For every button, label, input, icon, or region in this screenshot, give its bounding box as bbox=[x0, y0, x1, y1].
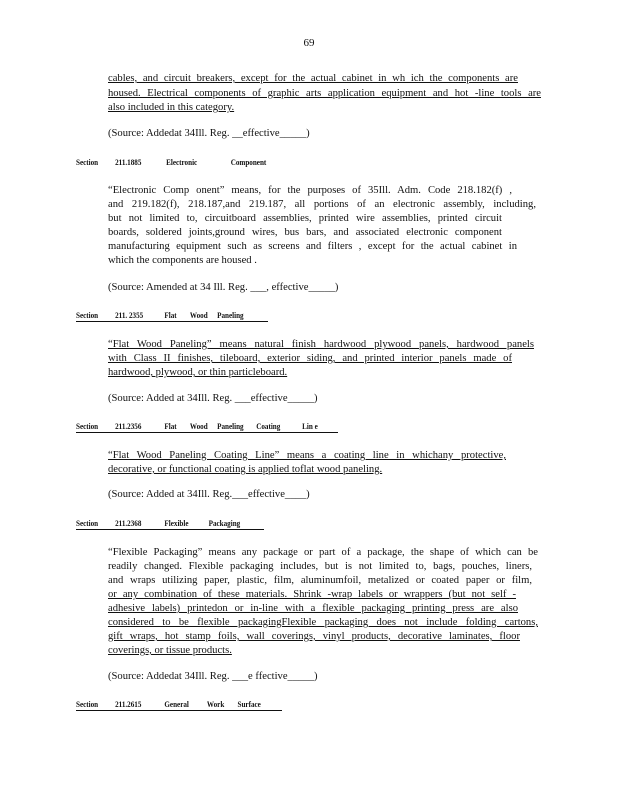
section-title-word: Component bbox=[230, 158, 267, 167]
body-text-line: and 219.182(f), 218.187,and 219.187, all portions of an electronic assembly, including, bbox=[108, 199, 536, 210]
section-title-word: Coating bbox=[256, 422, 281, 431]
body-text-line: housed. Electrical components of graphic arts application equipment and hot -line tools are bbox=[108, 88, 541, 99]
section-heading-rule bbox=[76, 432, 338, 433]
body-text-line: coverings, or tissue products. bbox=[108, 645, 232, 656]
body-text-line: boards, soldered joints,ground wires, bus bars, and associated electronic component bbox=[108, 227, 502, 238]
section-title-word: Wood bbox=[189, 422, 208, 431]
body-text-line: “Electronic Comp onent” means, for the purposes of 35Ill. Adm. Code 218.182(f) , bbox=[108, 185, 512, 196]
section-label: Section bbox=[76, 422, 99, 431]
source-note: (Source: Added at 34Ill. Reg. ___effective_____) bbox=[108, 393, 318, 404]
section-label: Section bbox=[76, 519, 99, 528]
section-number: 211.2356 bbox=[115, 422, 142, 431]
body-text-line: gift wraps, hot stamp foils, wall coverings, vinyl products, decorative laminates, floor bbox=[108, 631, 520, 642]
source-note: (Source: Addedat 34Ill. Reg. __effective_____) bbox=[108, 128, 310, 139]
body-text-line: hardwood, plywood, or thin particleboard. bbox=[108, 367, 288, 378]
body-text-line: decorative, or functional coating is applied toflat wood paneling. bbox=[108, 464, 383, 475]
section-heading-rule bbox=[76, 710, 282, 711]
section-number: 211.2615 bbox=[115, 700, 142, 709]
source-note: (Source: Addedat 34Ill. Reg. ___e ffective_____) bbox=[108, 671, 318, 682]
body-text-line: with Class II finishes, tileboard, exterior siding, and printed interior panels made of bbox=[108, 353, 512, 364]
section-title-word: Paneling bbox=[217, 311, 244, 320]
section-title-word: Lin e bbox=[302, 422, 318, 431]
body-text-line: manufacturing equipment such as screens and filters , except for the actual cabinet in bbox=[108, 241, 517, 252]
section-heading-rule bbox=[76, 529, 264, 530]
section-title-word: Flexible bbox=[164, 519, 189, 528]
section-label: Section bbox=[76, 311, 99, 320]
body-text-line: “Flat Wood Paneling” means natural finish hardwood plywood panels, hardwood panels bbox=[108, 339, 534, 350]
section-label: Section bbox=[76, 700, 99, 709]
body-text-line: “Flexible Packaging” means any package or part of a package, the shape of which can be bbox=[108, 547, 538, 558]
section-number: 211.2368 bbox=[115, 519, 142, 528]
body-text-line: cables, and circuit breakers, except for the actual cabinet in wh ich the components are bbox=[108, 73, 518, 84]
source-note: (Source: Amended at 34 Ill. Reg. ___, effective_____) bbox=[108, 282, 339, 293]
section-title-word: Electronic bbox=[166, 158, 198, 167]
body-text-line: considered to be flexible packagingFlexible packaging does not include folding cartons, bbox=[108, 617, 538, 628]
section-heading-rule bbox=[76, 321, 268, 322]
section-title-word: Work bbox=[206, 700, 225, 709]
page-number: 69 bbox=[303, 37, 315, 49]
section-title-word: Flat bbox=[164, 311, 177, 320]
section-label: Section bbox=[76, 158, 99, 167]
section-title-word: Surface bbox=[237, 700, 261, 709]
body-text-line: also included in this category. bbox=[108, 102, 235, 113]
section-title-word: Flat bbox=[164, 422, 177, 431]
section-number: 211.1885 bbox=[115, 158, 142, 167]
body-text-line: but not limited to, circuitboard assemblies, printed wire assemblies, printed circuit bbox=[108, 213, 502, 224]
body-text-line: “Flat Wood Paneling Coating Line” means a coating line in whichany protective, bbox=[108, 450, 506, 461]
body-text-line: and wraps utilizing paper, plastic, film, aluminumfoil, metalized or coated paper or film, bbox=[108, 575, 532, 586]
source-note: (Source: Added at 34Ill. Reg.___effective____) bbox=[108, 489, 310, 500]
body-text-line: which the components are housed . bbox=[108, 255, 257, 266]
section-title-word: Wood bbox=[189, 311, 208, 320]
section-title-word: General bbox=[164, 700, 189, 709]
section-title-word: Packaging bbox=[208, 519, 241, 528]
body-text-line: adhesive labels) printedon or in-line with a flexible packaging printing press are also bbox=[108, 603, 518, 614]
body-text-line: readily changed. Flexible packaging includes, but is not limited to, bags, pouches, liners, bbox=[108, 561, 532, 572]
section-number: 211. 2355 bbox=[115, 311, 144, 320]
section-title-word: Paneling bbox=[217, 422, 244, 431]
body-text-line: or any combination of these materials. Shrink -wrap labels or wrappers (but not self - bbox=[108, 589, 516, 600]
